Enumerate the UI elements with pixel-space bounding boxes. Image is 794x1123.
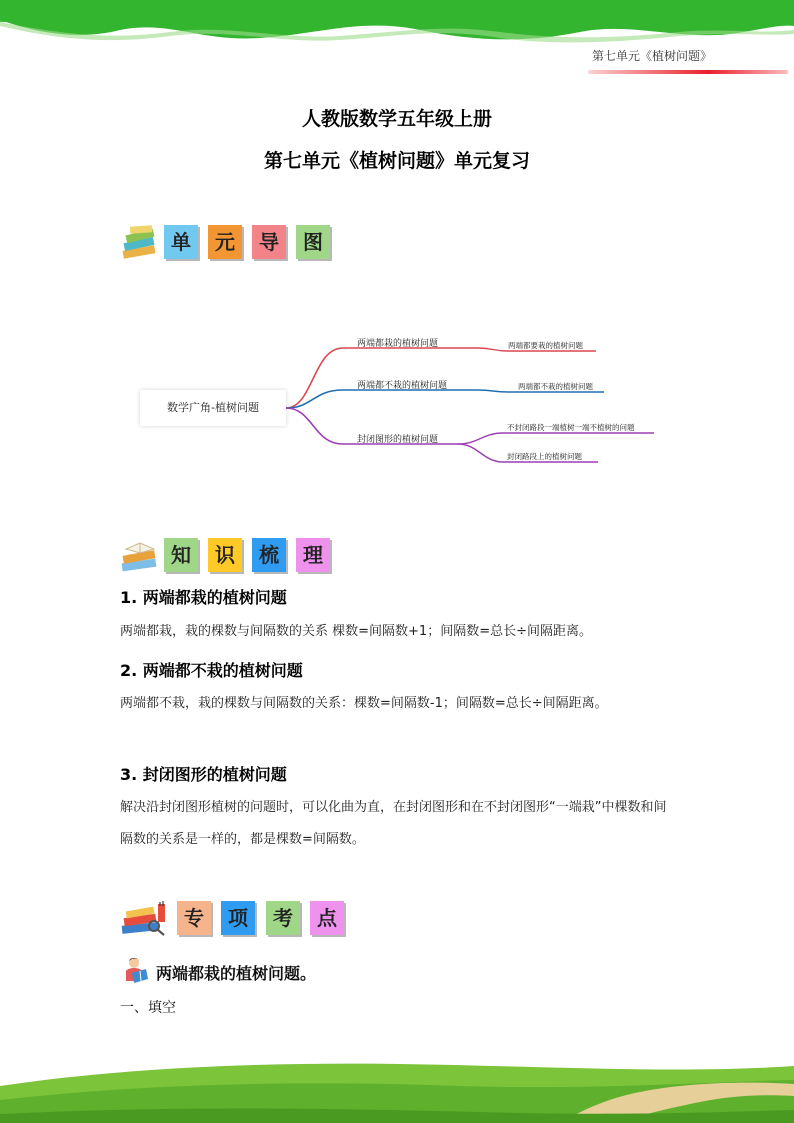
document-subtitle: 第七单元《植树问题》单元复习 [263, 150, 530, 172]
mind-map-leaf-3: 不封闭路段一端植树一端不植树的问题 [507, 423, 635, 432]
book-stack-icon [120, 224, 160, 260]
section-header-knowledge [120, 535, 340, 575]
knowledge-tile-2: 识 [208, 538, 242, 572]
guide-tile-2: 元 [208, 225, 242, 259]
knowledge-tile-4: 理 [296, 538, 330, 572]
mind-map [138, 320, 658, 470]
knowledge-heading-2: 2. 两端都不栽的植树问题 [120, 661, 303, 680]
knowledge-text-2: 两端都不栽，栽的棵数与间隔数的关系：棵数=间隔数-1；间隔数=总长÷间隔距离。 [120, 696, 608, 711]
guide-tile-3: 导 [252, 225, 286, 259]
guide-tile-1: 单 [164, 225, 198, 259]
header-rule [588, 70, 788, 74]
knowledge-heading-3: 3. 封闭图形的植树问题 [120, 765, 287, 784]
mind-map-leaf-1: 两端都要栽的植树问题 [508, 341, 583, 350]
mind-map-leaf-2: 两端都不栽的植树问题 [518, 382, 593, 391]
mind-map-branch-1: 两端都栽的植树问题 [357, 339, 439, 349]
mind-map-branch-3: 封闭图形的植树问题 [357, 435, 439, 445]
mind-map-leaf-4: 封闭路段上的植树问题 [507, 452, 582, 461]
section-header-topics [120, 898, 350, 938]
books-magnifier-icon [120, 900, 172, 936]
section-header-guide [120, 222, 340, 262]
bottom-grass-scene [0, 1052, 794, 1123]
top-green-banner [0, 0, 794, 46]
question-type-label: 一、填空 [120, 1000, 176, 1016]
knowledge-heading-1: 1. 两端都栽的植树问题 [120, 588, 287, 607]
topics-tile-2: 项 [221, 901, 255, 935]
open-books-icon [120, 537, 160, 573]
running-header: 第七单元《植树问题》 [592, 49, 713, 63]
topics-tile-4: 点 [310, 901, 344, 935]
topic-heading-text: 两端都栽的植树问题。 [156, 964, 317, 983]
topics-tile-3: 考 [266, 901, 300, 935]
topics-tile-1: 专 [177, 901, 211, 935]
reading-child-icon [122, 955, 152, 985]
mind-map-branch-2: 两端都不栽的植树问题 [357, 381, 448, 391]
knowledge-tile-1: 知 [164, 538, 198, 572]
document-title: 人教版数学五年级上册 [301, 108, 492, 130]
knowledge-text-3: 解决沿封闭图形植树的问题时，可以化曲为直，在封闭图形和在不封闭图形“一端栽”中棵数和间隔数的关系是一样的，都是棵数=间隔数。 [120, 800, 667, 847]
knowledge-text-1: 两端都栽，栽的棵数与间隔数的关系 棵数=间隔数+1；间隔数=总长÷间隔距离。 [120, 624, 592, 639]
mind-map-root: 数学广角-植树问题 [140, 390, 286, 426]
guide-tile-4: 图 [296, 225, 330, 259]
knowledge-tile-3: 梳 [252, 538, 286, 572]
